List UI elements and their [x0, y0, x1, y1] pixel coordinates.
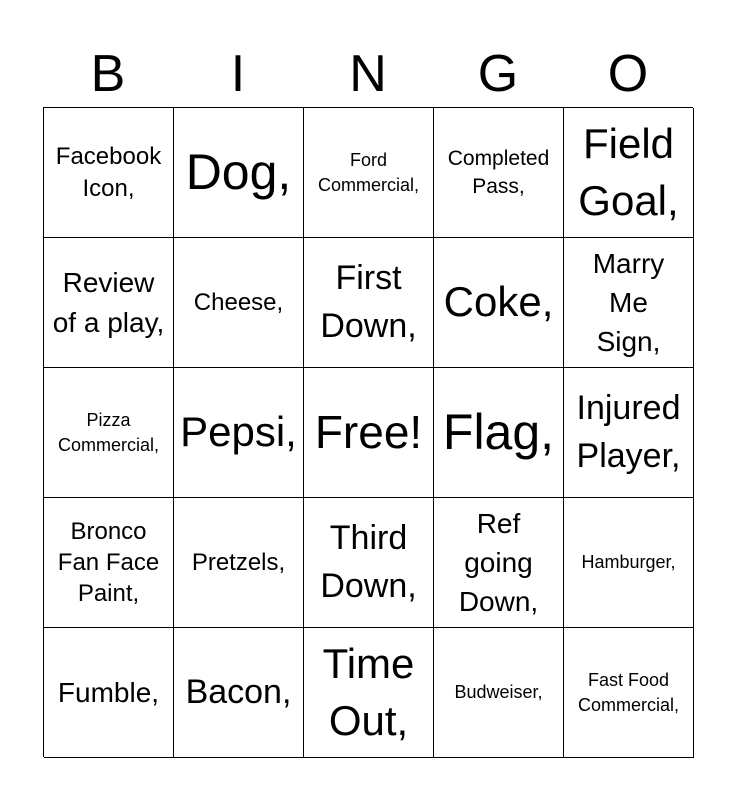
header-letter-n: N	[349, 45, 387, 103]
header-letter-b: B	[90, 45, 126, 103]
bingo-cell[interactable]	[44, 238, 174, 368]
header-letter-g: G	[477, 45, 519, 103]
cell-text: Coke,	[443, 278, 554, 326]
cell-text: Bronco Fan Face Paint,	[57, 517, 160, 608]
cell-text: Fast Food Commercial,	[577, 670, 679, 715]
free-space-cell[interactable]	[304, 368, 434, 498]
bingo-cell[interactable]	[174, 628, 304, 758]
cell-text: Review of a play,	[52, 267, 165, 338]
cell-text: Pizza Commercial,	[57, 410, 159, 455]
cell-text: Ref going Down,	[458, 507, 539, 618]
bingo-cell[interactable]	[434, 108, 564, 238]
bingo-cell[interactable]	[304, 498, 434, 628]
bingo-cell[interactable]	[564, 108, 694, 238]
bingo-cell[interactable]	[564, 628, 694, 758]
cell-text: Hamburger,	[581, 552, 676, 573]
cell-text: Pepsi,	[180, 408, 297, 456]
bingo-header	[43, 40, 693, 108]
bingo-cell[interactable]	[174, 498, 304, 628]
cell-text: Completed Pass,	[447, 147, 550, 198]
cell-text: Marry Me Sign,	[592, 247, 665, 358]
cell-text: Time Out,	[322, 639, 415, 744]
cell-text: First Down,	[320, 258, 417, 345]
bingo-cell[interactable]	[434, 368, 564, 498]
cell-text: Pretzels,	[191, 548, 286, 576]
cell-text: Dog,	[185, 143, 292, 200]
cell-text: Field Goal,	[578, 119, 679, 224]
cell-text: Cheese,	[193, 288, 284, 316]
cell-text: Bacon,	[185, 672, 292, 711]
bingo-cell[interactable]	[434, 628, 564, 758]
bingo-cell[interactable]	[564, 498, 694, 628]
cell-text: Injured Player,	[576, 388, 681, 475]
bingo-board	[43, 107, 693, 757]
bingo-cell[interactable]	[174, 368, 304, 498]
header-letter-i: I	[230, 45, 246, 103]
bingo-cell[interactable]	[564, 238, 694, 368]
cell-text: Third Down,	[320, 518, 417, 605]
bingo-cell[interactable]	[44, 108, 174, 238]
cell-text: Fumble,	[57, 676, 160, 708]
cell-text: Flag,	[442, 403, 555, 460]
header-letter-o: O	[607, 45, 649, 103]
cell-text: Facebook Icon,	[55, 143, 162, 202]
cell-text: Ford Commercial,	[317, 150, 419, 195]
bingo-cell[interactable]	[304, 628, 434, 758]
bingo-cell[interactable]	[44, 498, 174, 628]
bingo-cell[interactable]	[174, 238, 304, 368]
bingo-cell[interactable]	[434, 498, 564, 628]
bingo-cell[interactable]	[304, 108, 434, 238]
bingo-cell[interactable]	[44, 368, 174, 498]
bingo-cell[interactable]	[44, 628, 174, 758]
bingo-cell[interactable]	[304, 238, 434, 368]
cell-text: Budweiser,	[454, 682, 543, 703]
bingo-cell[interactable]	[174, 108, 304, 238]
bingo-cell[interactable]	[434, 238, 564, 368]
bingo-cell[interactable]	[564, 368, 694, 498]
cell-text: Free!	[314, 406, 423, 459]
